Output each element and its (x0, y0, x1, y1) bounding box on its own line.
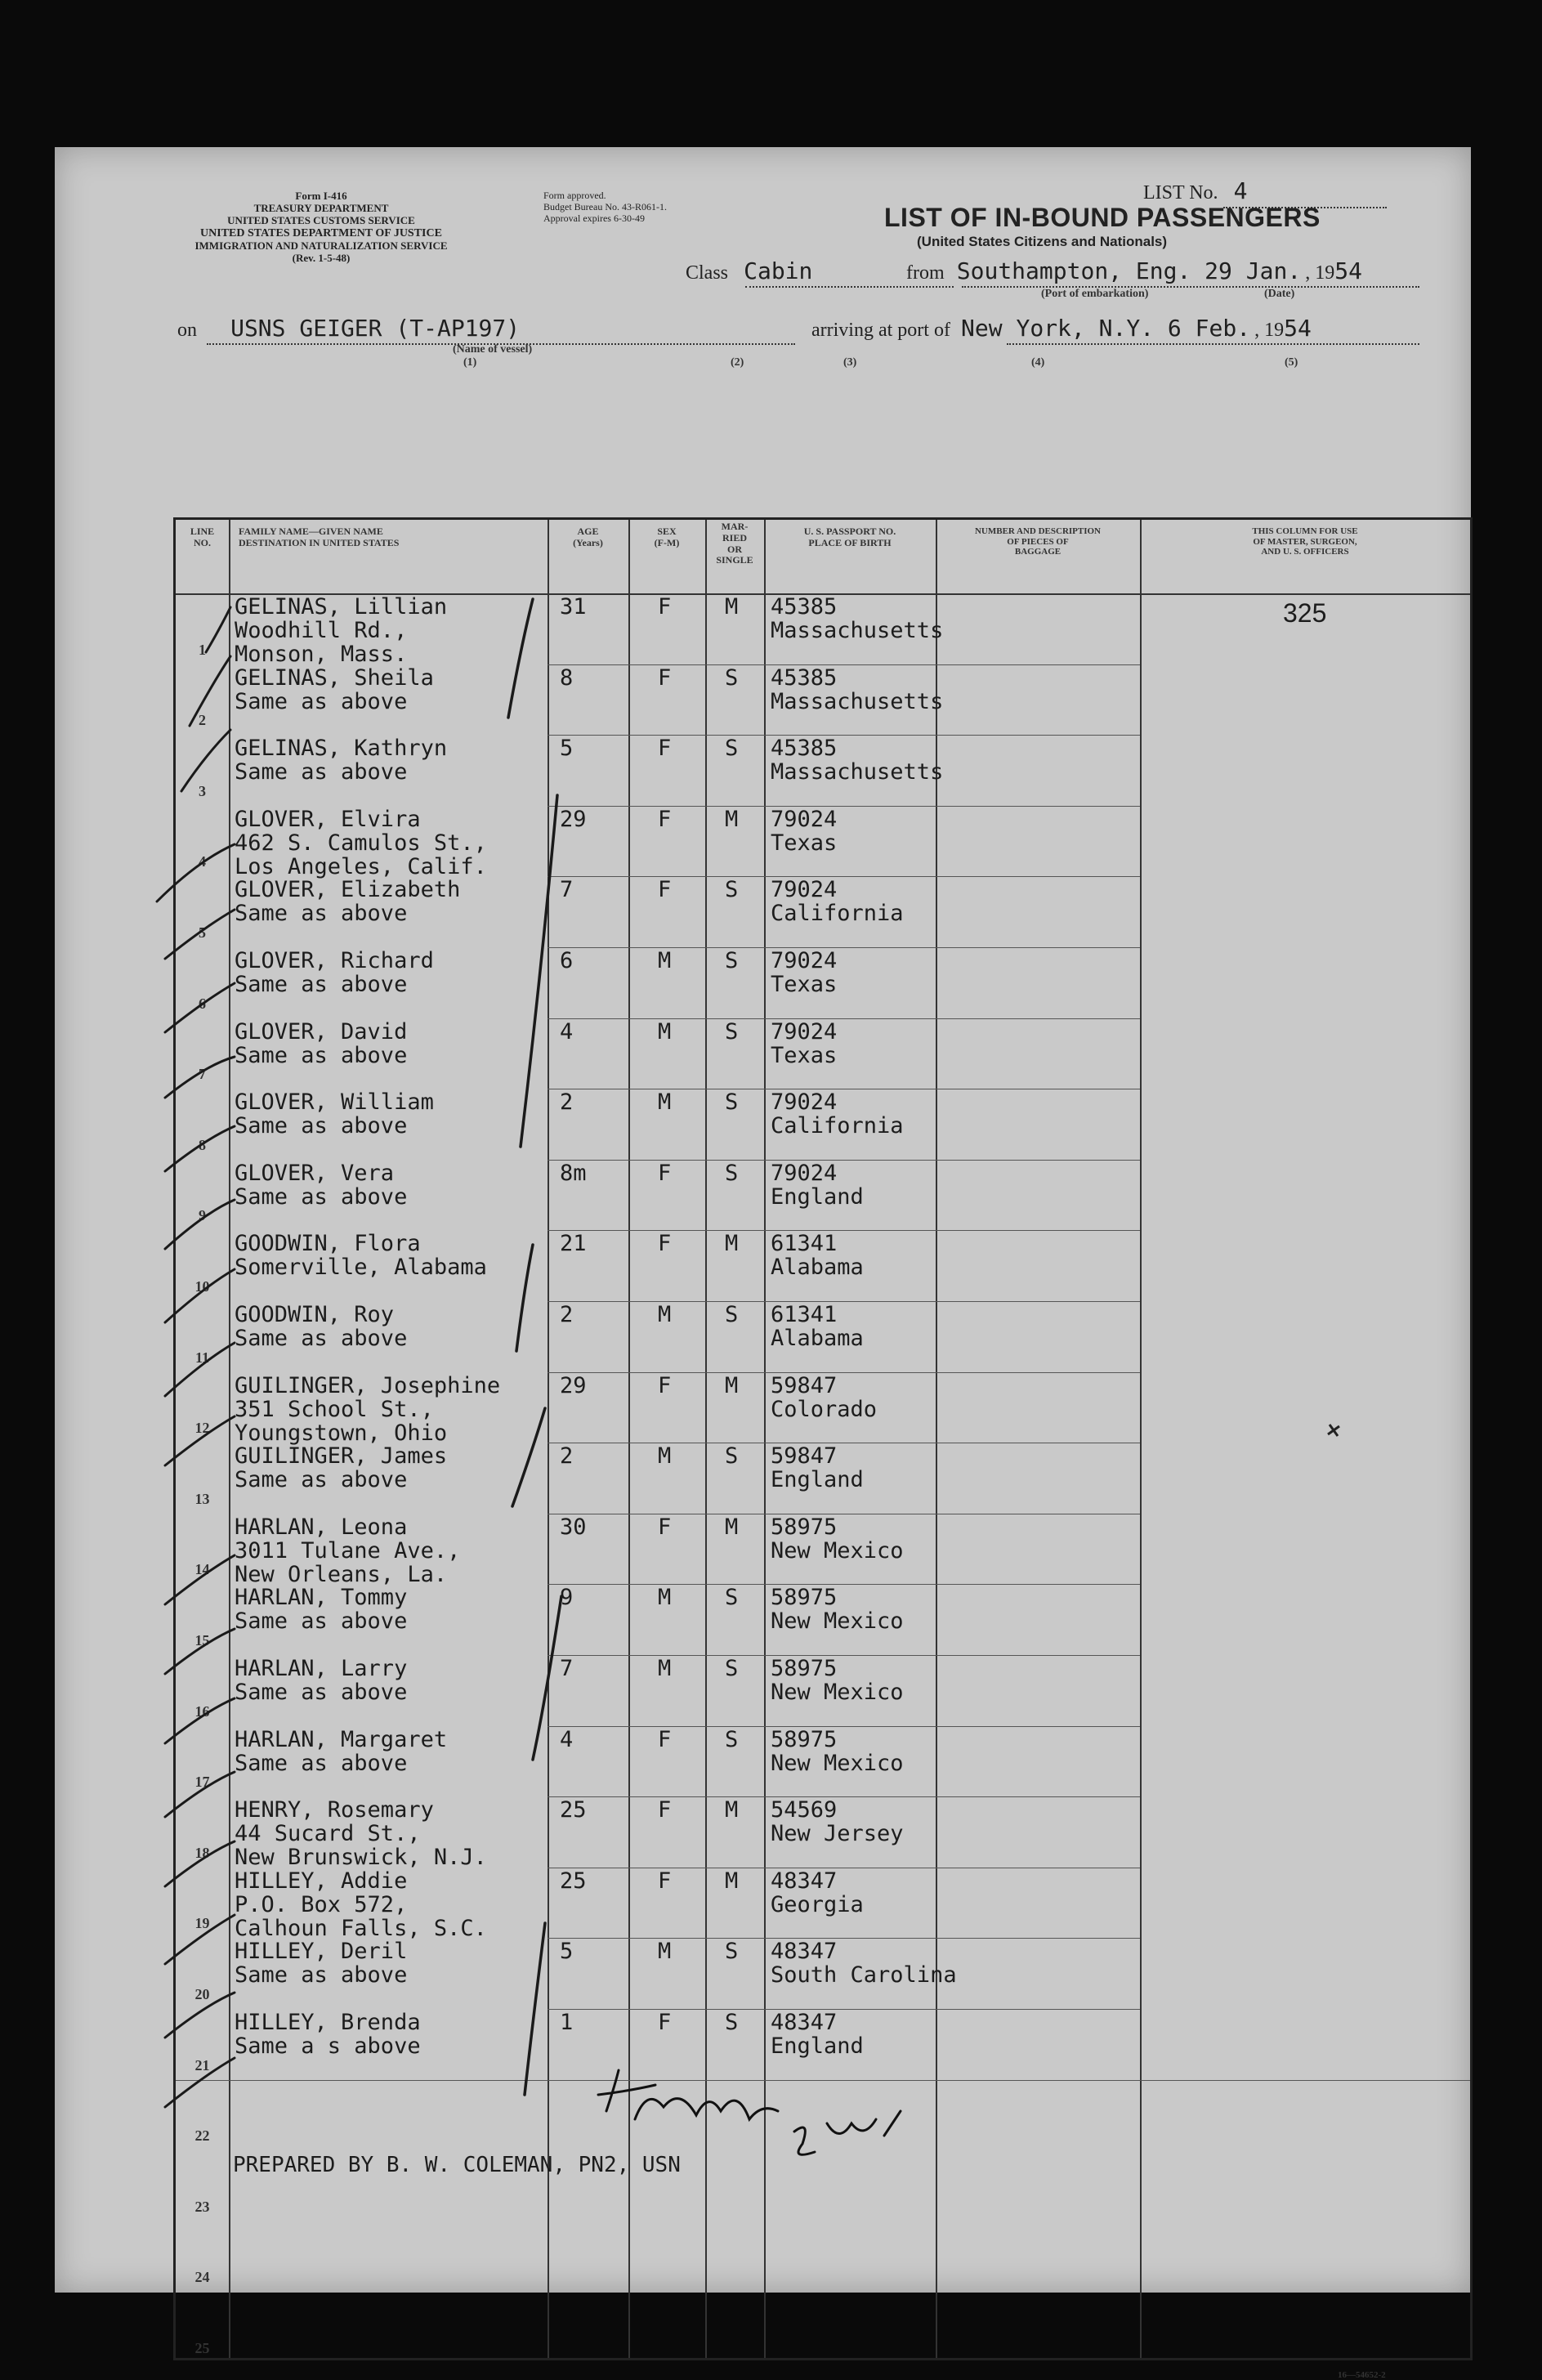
passenger-sex: F (658, 806, 672, 832)
passenger-destination: Same as above (235, 759, 408, 785)
form-agency-block (174, 190, 468, 265)
passenger-sex: M (658, 1018, 672, 1045)
passenger-age: 6 (560, 948, 574, 973)
passenger-marital-status: M (725, 1797, 739, 1823)
passport-number: 58975 (771, 1514, 838, 1540)
vessel-name: USNS GEIGER (T-AP197) (230, 315, 521, 342)
passenger-name: GELINAS, Sheila (235, 664, 434, 691)
passenger-marital-status: M (725, 594, 739, 620)
passenger-name: GLOVER, Elvira (235, 806, 421, 832)
document-subtitle: (United States Citizens and Nationals) (917, 234, 1168, 249)
header-sex: SEX (F-M) (654, 526, 680, 548)
officer-notation: 325 (1283, 598, 1327, 628)
from-underline (962, 286, 1419, 288)
passenger-name: HILLEY, Brenda (235, 2010, 421, 2035)
passenger-name: GLOVER, Richard (235, 948, 434, 973)
passenger-destination: P.O. Box 572, Calhoun Falls, S.C. (235, 1891, 487, 1941)
passenger-age: 29 (560, 1372, 587, 1398)
passenger-name: GELINAS, Kathryn (235, 736, 448, 762)
passenger-age: 2 (560, 1302, 574, 1327)
passenger-marital-status: S (725, 1089, 739, 1116)
line-number: 11 (194, 1349, 209, 1366)
budget-bureau: Budget Bureau No. 43-R061-1. (543, 200, 667, 212)
check-mark (165, 1057, 235, 1098)
passenger-destination: Same as above (235, 1326, 408, 1351)
passenger-sex: F (658, 1160, 672, 1186)
check-mark (206, 607, 230, 652)
passport-number: 79024 (771, 877, 838, 903)
passport-number: 59847 (771, 1372, 838, 1398)
list-number-label: LIST No. (1143, 182, 1218, 204)
passenger-sex: F (658, 736, 672, 762)
passenger-marital-status: M (725, 1231, 739, 1257)
line-number: 16 (194, 1702, 210, 1720)
on-label: on (177, 320, 197, 341)
port-embarkation-caption: (Port of embarkation) (1041, 288, 1149, 300)
passenger-marital-status: S (725, 1656, 739, 1681)
passenger-name: HILLEY, Addie (235, 1868, 408, 1894)
family-brackets (508, 599, 561, 2095)
passenger-age: 31 (560, 594, 587, 620)
passenger-sex: M (658, 1939, 672, 1965)
passenger-sex: M (658, 948, 672, 973)
passenger-marital-status: S (725, 948, 739, 973)
passenger-age: 8 (560, 664, 574, 691)
check-mark (165, 1772, 235, 1817)
passenger-sex: F (658, 664, 672, 691)
check-mark (190, 656, 230, 726)
place-of-birth: Alabama (771, 1326, 864, 1351)
passenger-marital-status: S (725, 1160, 739, 1186)
passport-number: 79024 (771, 948, 838, 973)
check-mark (165, 1555, 235, 1604)
passport-number: 79024 (771, 806, 838, 832)
header-baggage: NUMBER AND DESCRIPTION OF PIECES OF BAGGAGE (974, 526, 1102, 557)
place-of-birth: Texas (771, 972, 838, 997)
class-label: Class (686, 262, 729, 284)
passport-number: 59847 (771, 1443, 838, 1470)
passenger-marital-status: M (725, 1868, 739, 1894)
arrival-underline (1007, 343, 1419, 345)
date-caption: (Date) (1264, 288, 1295, 300)
correction-mark (1328, 1425, 1339, 1436)
passenger-destination: Same as above (235, 1113, 408, 1139)
passport-number: 45385 (771, 594, 838, 620)
form-number: Form I-416 (295, 190, 347, 202)
passenger-destination: Same a s above (235, 2033, 421, 2059)
place-of-birth: Texas (771, 830, 838, 856)
passport-number: 58975 (771, 1656, 838, 1681)
form-code: 16—54652-2 (1338, 2370, 1386, 2380)
passenger-name: GELINAS, Lillian (235, 594, 448, 620)
passenger-age: 21 (560, 1231, 587, 1257)
approval-expires: Approval expires 6-30-49 (543, 212, 645, 224)
line-number: 12 (194, 1420, 210, 1437)
check-mark (165, 1915, 235, 1964)
passenger-age: 4 (560, 1726, 574, 1752)
passenger-table (173, 517, 1473, 2360)
passport-number: 61341 (771, 1231, 838, 1257)
line-number: 1 (199, 641, 206, 658)
line-number: 3 (199, 782, 206, 799)
passenger-name: GUILINGER, Josephine (235, 1372, 501, 1398)
form-approved: Form approved. (543, 190, 606, 201)
passenger-sex: F (658, 1514, 672, 1540)
passenger-sex: M (658, 1656, 672, 1681)
line-number: 20 (194, 1986, 210, 2002)
approval-block (543, 190, 756, 224)
signature-stroke (794, 2111, 901, 2154)
passenger-name: GLOVER, Vera (235, 1160, 395, 1186)
passenger-age: 25 (560, 1797, 587, 1823)
place-of-birth: New Jersey (771, 1821, 904, 1847)
passenger-destination: Same as above (235, 901, 408, 927)
class-underline (745, 286, 954, 288)
passenger-destination: Same as above (235, 688, 408, 714)
passenger-marital-status: M (725, 1372, 739, 1398)
passenger-sex: F (658, 1797, 672, 1823)
arrival-row (811, 315, 1312, 342)
passport-number: 79024 (771, 1160, 838, 1186)
justice-department: UNITED STATES DEPARTMENT OF JUSTICE (200, 226, 442, 239)
line-number: 10 (194, 1278, 210, 1295)
check-mark (165, 1269, 235, 1322)
family-bracket (521, 795, 557, 1147)
column-number-1: (1) (463, 356, 477, 369)
check-mark (165, 1416, 235, 1465)
column-number-3: (3) (843, 356, 857, 369)
check-mark (165, 1126, 235, 1171)
passenger-marital-status: S (725, 1018, 739, 1045)
passenger-name: GOODWIN, Flora (235, 1231, 421, 1257)
passenger-destination: Same as above (235, 1608, 408, 1635)
line-number: 9 (199, 1207, 206, 1224)
passport-number: 48347 (771, 2010, 838, 2035)
place-of-birth: Massachusetts (771, 688, 944, 714)
passenger-age: 7 (560, 877, 574, 903)
family-bracket (508, 599, 533, 718)
line-number: 21 (194, 2056, 210, 2074)
header-married-single: MAR- RIED OR SINGLE (716, 521, 753, 566)
passenger-marital-status: S (725, 2010, 739, 2035)
header-age: AGE (Years) (573, 526, 603, 548)
line-number: 4 (199, 853, 206, 870)
passenger-sex: F (658, 877, 672, 903)
passenger-marital-status: S (725, 664, 739, 691)
check-mark (165, 1343, 235, 1396)
passenger-name: HARLAN, Larry (235, 1656, 408, 1681)
family-bracket (525, 1923, 545, 2095)
passenger-name: GLOVER, Elizabeth (235, 877, 461, 903)
place-of-birth: New Mexico (771, 1608, 904, 1635)
passport-number: 54569 (771, 1797, 838, 1823)
passenger-name: GUILINGER, James (235, 1443, 448, 1470)
class-row (686, 257, 812, 284)
year-suffix-arrival: 54 (1284, 315, 1312, 342)
passport-number: 48347 (771, 1868, 838, 1894)
check-mark (165, 1841, 235, 1886)
passenger-age: 9 (560, 1585, 574, 1611)
place-of-birth: Alabama (771, 1255, 864, 1281)
passenger-destination: Same as above (235, 1183, 408, 1210)
prepared-by: PREPARED BY B. W. COLEMAN, PN2, USN (233, 2153, 681, 2177)
passport-number: 45385 (771, 736, 838, 762)
passenger-sex: M (658, 1089, 672, 1116)
document-page (55, 147, 1471, 2380)
passenger-age: 2 (560, 1089, 574, 1116)
passport-number: 45385 (771, 664, 838, 691)
passenger-name: GOODWIN, Roy (235, 1302, 395, 1327)
passenger-destination: 3011 Tulane Ave., New Orleans, La. (235, 1537, 461, 1587)
passenger-destination: Same as above (235, 1680, 408, 1705)
column-number-2: (2) (731, 356, 744, 369)
line-number: 6 (199, 995, 206, 1012)
line-number: 15 (194, 1632, 210, 1649)
passport-number: 79024 (771, 1018, 838, 1045)
check-mark (165, 910, 235, 959)
line-number: 13 (194, 1490, 210, 1507)
passenger-name: GLOVER, William (235, 1089, 434, 1116)
place-of-birth: Massachusetts (771, 618, 944, 643)
header-name-destination: FAMILY NAME—GIVEN NAME DESTINATION IN UNITED STATES (239, 526, 400, 548)
family-bracket (512, 1408, 545, 1506)
from-row (906, 257, 1362, 284)
passenger-sex: M (658, 1443, 672, 1470)
passenger-marital-status: S (725, 1302, 739, 1327)
passenger-sex: F (658, 1726, 672, 1752)
passenger-name: GLOVER, David (235, 1018, 408, 1045)
from-label: from (906, 262, 945, 284)
column-number-5: (5) (1285, 356, 1298, 369)
line-number: 14 (194, 1561, 210, 1578)
passenger-sex: F (658, 1868, 672, 1894)
passenger-destination: 351 School St., Youngstown, Ohio (235, 1396, 448, 1446)
list-number-row (1143, 177, 1248, 204)
line-number: 2 (199, 712, 206, 729)
place-of-birth: California (771, 901, 904, 927)
handwritten-marks (173, 517, 1473, 2360)
place-of-birth: South Carolina (771, 1962, 957, 1989)
passenger-marital-status: M (725, 1514, 739, 1540)
place-of-birth: England (771, 2033, 864, 2059)
passenger-sex: F (658, 1231, 672, 1257)
passenger-age: 8m (560, 1160, 587, 1186)
year-suffix-departure: 54 (1334, 257, 1362, 284)
vessel-row (177, 315, 520, 342)
customs-service: UNITED STATES CUSTOMS SERVICE (227, 213, 415, 226)
line-number: 19 (194, 1915, 210, 1932)
passenger-age: 25 (560, 1868, 587, 1894)
list-number-value: 4 (1233, 177, 1248, 204)
passport-number: 58975 (771, 1726, 838, 1752)
passport-number: 79024 (771, 1089, 838, 1116)
treasury-department: TREASURY DEPARTMENT (253, 201, 389, 214)
arriving-label: arriving at port of (811, 320, 950, 341)
passenger-destination: 44 Sucard St., New Brunswick, N.J. (235, 1821, 487, 1871)
passenger-destination: Same as above (235, 1042, 408, 1068)
passenger-sex: M (658, 1302, 672, 1327)
passenger-marital-status: S (725, 1726, 739, 1752)
passenger-marital-status: S (725, 1443, 739, 1470)
place-of-birth: England (771, 1467, 864, 1493)
place-of-birth: Texas (771, 1042, 838, 1068)
check-mark (165, 1200, 235, 1249)
passenger-age: 4 (560, 1018, 574, 1045)
passenger-age: 2 (560, 1443, 574, 1470)
header-passport-birthplace: U. S. PASSPORT NO. PLACE OF BIRTH (803, 526, 896, 548)
document-title: LIST OF IN-BOUND PASSENGERS (884, 203, 1321, 232)
place-of-birth: Georgia (771, 1891, 864, 1917)
passenger-sex: F (658, 1372, 672, 1398)
passport-number: 48347 (771, 1939, 838, 1965)
officer-signature (598, 2070, 901, 2154)
passenger-destination: Same as above (235, 1750, 408, 1776)
passenger-destination: Same as above (235, 972, 408, 997)
passenger-marital-status: S (725, 736, 739, 762)
passenger-age: 5 (560, 1939, 574, 1965)
place-of-birth: Colorado (771, 1396, 878, 1422)
passenger-name: HARLAN, Leona (235, 1514, 408, 1540)
passenger-sex: F (658, 2010, 672, 2035)
passenger-age: 30 (560, 1514, 587, 1540)
passenger-name: HARLAN, Tommy (235, 1585, 408, 1611)
check-mark (165, 1698, 235, 1743)
passenger-name: HILLEY, Deril (235, 1939, 408, 1965)
place-of-birth: New Mexico (771, 1680, 904, 1705)
check-mark (165, 983, 235, 1032)
passenger-marital-status: S (725, 1585, 739, 1611)
line-number: 18 (194, 1844, 210, 1861)
place-of-birth: New Mexico (771, 1537, 904, 1564)
check-mark (181, 730, 230, 791)
passenger-destination: 462 S. Camulos St., Los Angeles, Calif. (235, 830, 487, 879)
immigration-service: IMMIGRATION AND NATURALIZATION SERVICE (194, 239, 448, 252)
family-bracket (516, 1245, 533, 1351)
form-revision: (Rev. 1-5-48) (292, 251, 351, 264)
line-number: 25 (194, 2340, 210, 2356)
line-number: 22 (194, 2127, 210, 2145)
family-bracket (533, 1596, 561, 1760)
passport-number: 61341 (771, 1302, 838, 1327)
place-of-birth: England (771, 1183, 864, 1210)
line-number: 17 (194, 1774, 210, 1791)
passenger-age: 1 (560, 2010, 574, 2035)
passenger-name: HENRY, Rosemary (235, 1797, 434, 1823)
year-prefix: , 19 (1254, 320, 1285, 341)
line-number: 5 (199, 924, 206, 941)
place-of-birth: California (771, 1113, 904, 1139)
check-mark (157, 844, 235, 901)
place-of-birth: New Mexico (771, 1750, 904, 1776)
place-of-birth: Massachusetts (771, 759, 944, 785)
passenger-age: 5 (560, 736, 574, 762)
passenger-age: 29 (560, 806, 587, 832)
line-number: 7 (199, 1066, 206, 1083)
from-value: Southampton, Eng. 29 Jan. (956, 257, 1302, 284)
passenger-name: HARLAN, Margaret (235, 1726, 448, 1752)
passenger-age: 7 (560, 1656, 574, 1681)
passenger-marital-status: M (725, 806, 739, 832)
check-mark (165, 1629, 235, 1674)
vessel-caption: (Name of vessel) (453, 343, 533, 356)
passenger-marital-status: S (725, 1939, 739, 1965)
header-officers-use: THIS COLUMN FOR USE OF MASTER, SURGEON, AND U. S. OFFICERS (1252, 526, 1358, 557)
year-prefix: , 19 (1305, 262, 1335, 284)
header-line-no: LINE NO. (190, 526, 215, 548)
column-number-4: (4) (1031, 356, 1045, 369)
class-value: Cabin (744, 257, 813, 284)
line-number: 24 (194, 2269, 210, 2286)
line-number: 8 (199, 1136, 206, 1153)
check-mark (165, 2058, 235, 2107)
passport-number: 58975 (771, 1585, 838, 1611)
passenger-destination: Woodhill Rd., Monson, Mass. (235, 618, 408, 667)
passenger-destination: Same as above (235, 1962, 408, 1989)
passenger-destination: Same as above (235, 1467, 408, 1493)
passenger-marital-status: S (725, 877, 739, 903)
arrival-port-value: New York, N.Y. 6 Feb. (961, 315, 1251, 342)
passenger-destination: Somerville, Alabama (235, 1255, 487, 1281)
line-number: 23 (194, 2198, 210, 2215)
check-marks (157, 607, 235, 2107)
passenger-sex: M (658, 1585, 672, 1611)
passenger-sex: F (658, 594, 672, 620)
signature-stroke (598, 2070, 778, 2119)
check-mark (165, 1993, 235, 2038)
